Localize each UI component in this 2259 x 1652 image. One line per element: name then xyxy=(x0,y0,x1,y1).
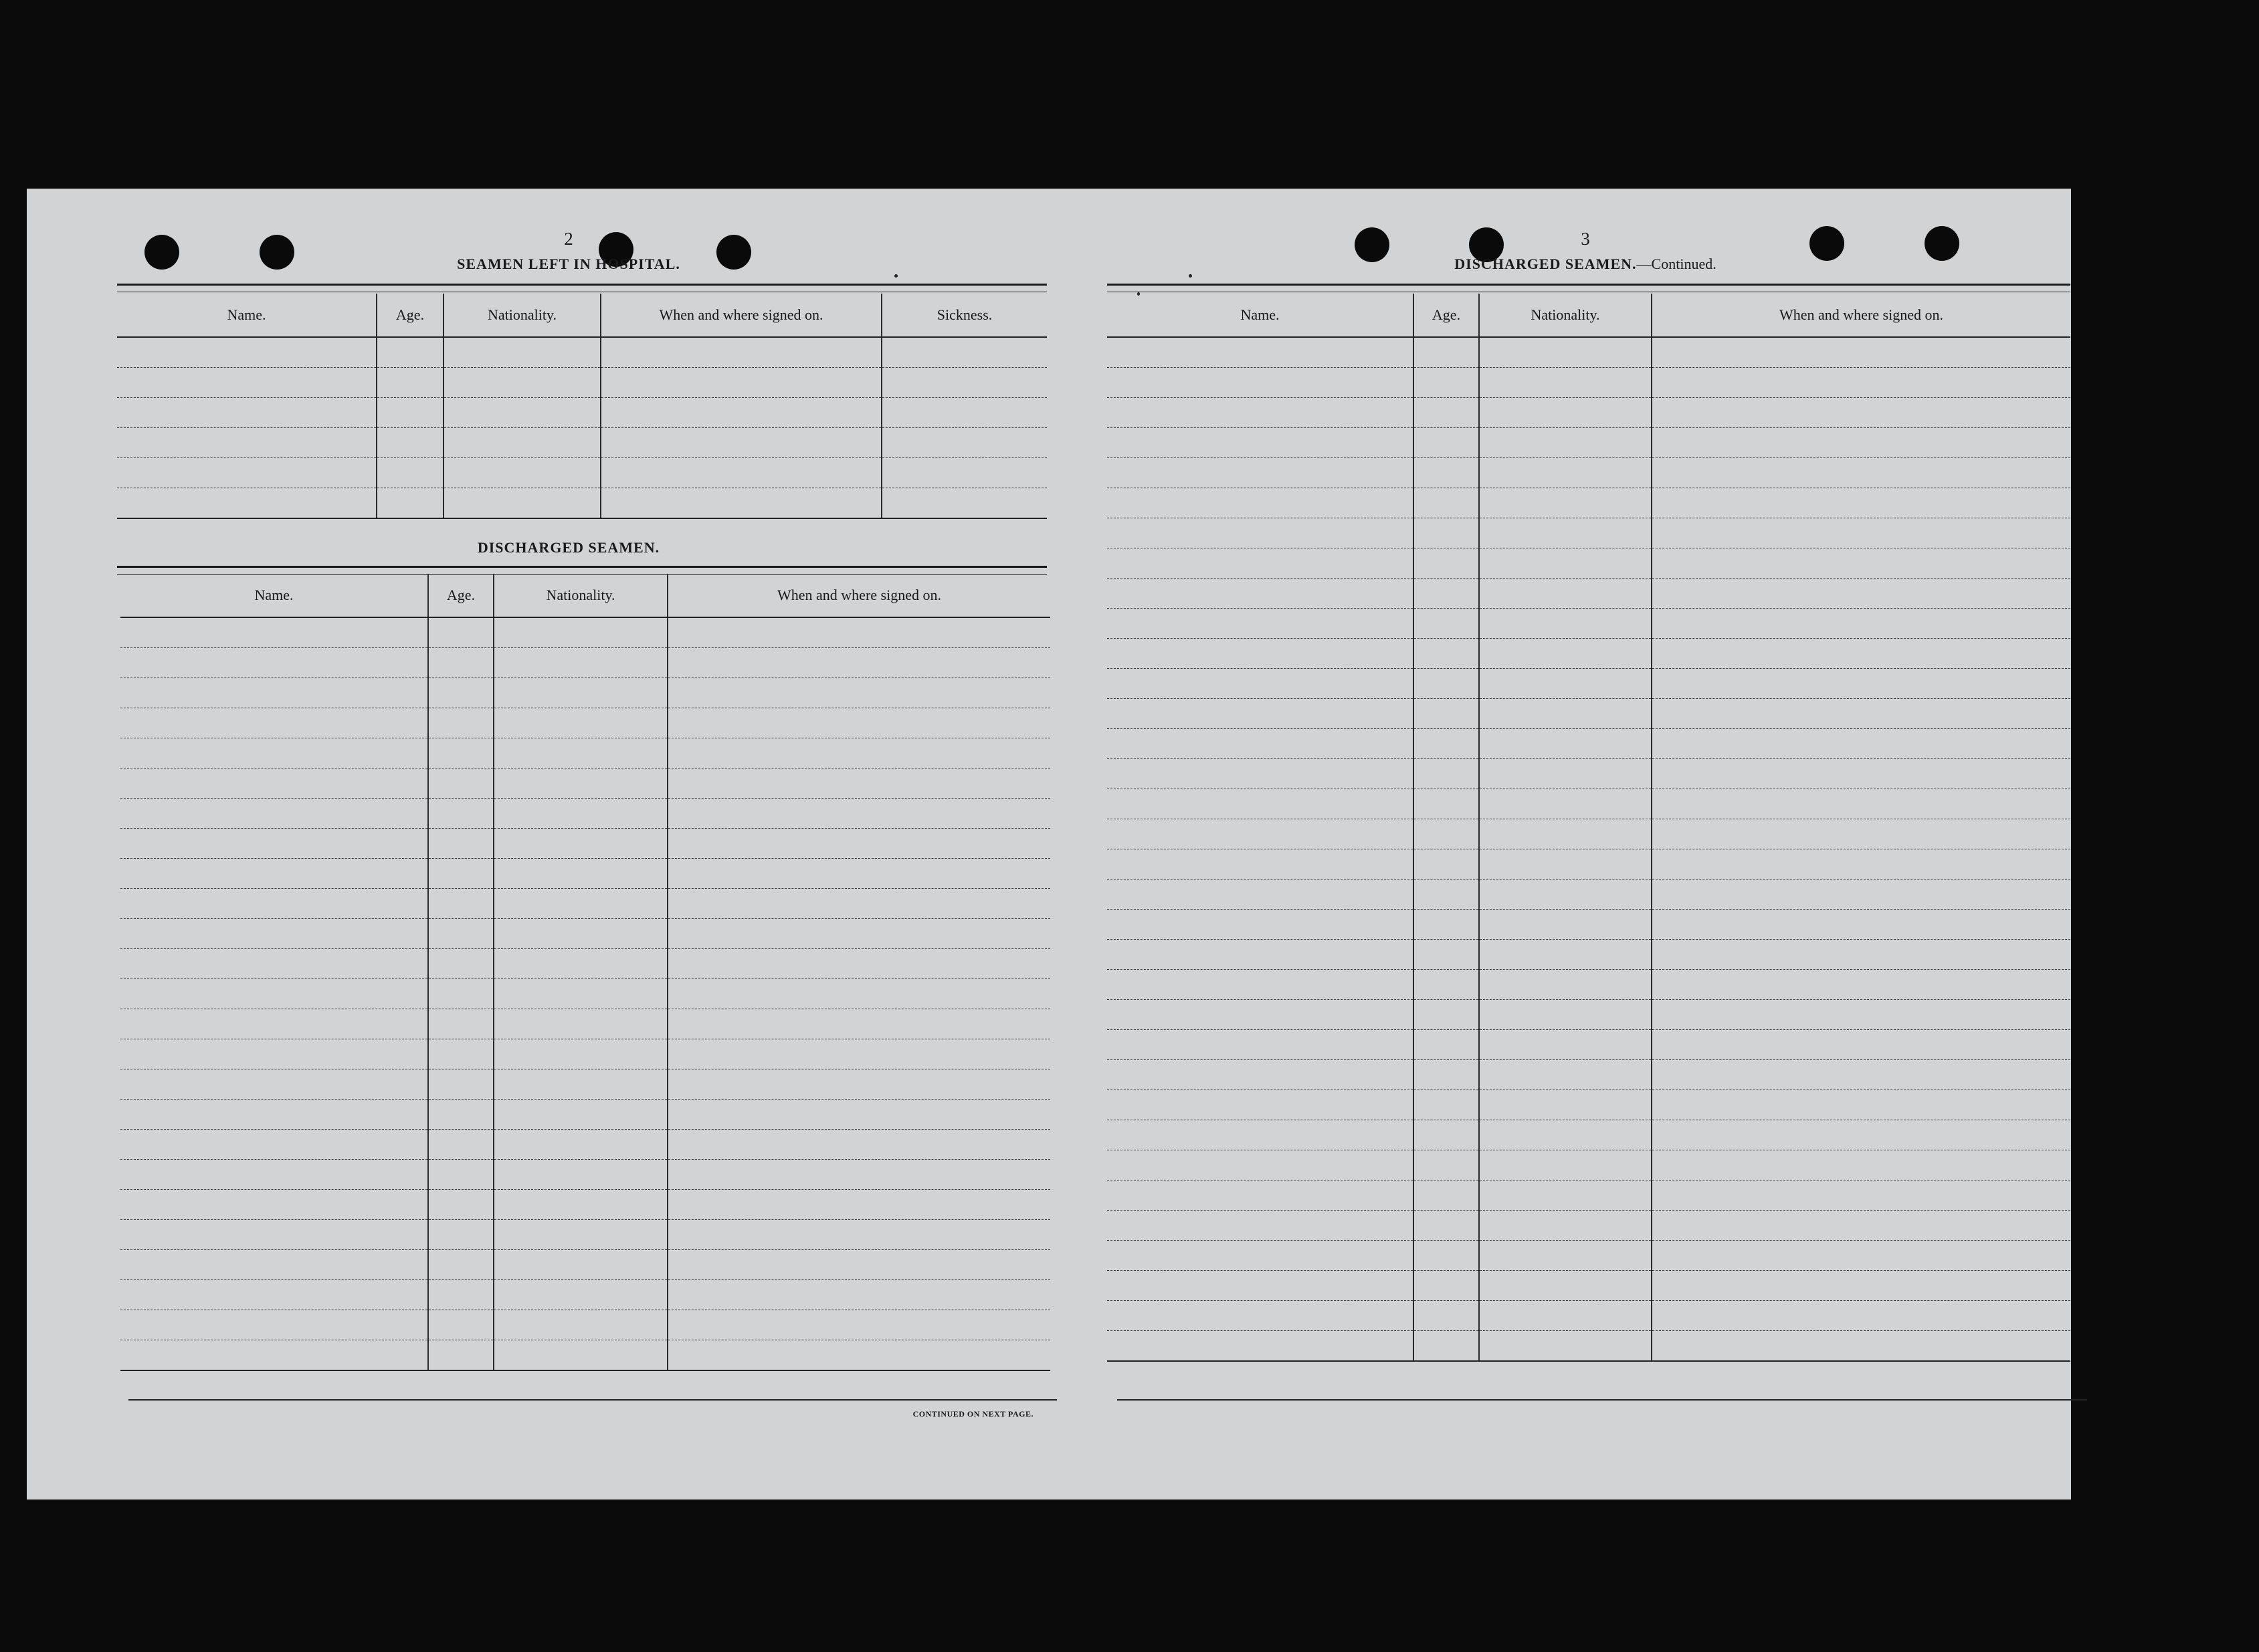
bottom-rule xyxy=(128,1399,1057,1401)
table-row xyxy=(117,398,1047,428)
column-header-nationality: Nationality. xyxy=(1479,294,1652,337)
table-row xyxy=(1107,1241,2070,1271)
table-row xyxy=(1107,548,2070,579)
table-row xyxy=(120,889,1050,919)
discharged-continued-title xyxy=(1084,255,2087,273)
column-header-sickness: Sickness. xyxy=(882,294,1047,337)
table-row xyxy=(1107,1301,2070,1331)
table-row xyxy=(1107,699,2070,729)
table-row xyxy=(1107,940,2070,970)
column-header-age: Age. xyxy=(428,574,494,617)
table-row xyxy=(120,708,1050,738)
table-row xyxy=(120,1190,1050,1220)
table-row xyxy=(120,648,1050,678)
column-header-signed-on: When and where signed on. xyxy=(601,294,882,337)
table-row xyxy=(1107,579,2070,609)
table-header-row xyxy=(1107,294,2070,337)
hospital-table xyxy=(117,294,1047,519)
table-header-row xyxy=(120,574,1050,617)
table-row xyxy=(120,617,1050,648)
table-row xyxy=(120,1160,1050,1190)
column-header-nationality: Nationality. xyxy=(444,294,601,337)
table-row xyxy=(1107,1211,2070,1241)
table-row xyxy=(120,979,1050,1009)
table-row xyxy=(120,1250,1050,1280)
table-row xyxy=(120,1130,1050,1160)
table-row xyxy=(120,1009,1050,1039)
table-row xyxy=(120,1280,1050,1310)
table-row xyxy=(1107,368,2070,398)
table-row xyxy=(1107,428,2070,458)
table-row xyxy=(1107,970,2070,1000)
table-row xyxy=(1107,1030,2070,1060)
table-row xyxy=(117,458,1047,488)
table-row xyxy=(120,1039,1050,1069)
table-row xyxy=(1107,910,2070,940)
column-header-signed-on: When and where signed on. xyxy=(668,574,1050,617)
table-row xyxy=(1107,729,2070,759)
table-header-row xyxy=(117,294,1047,337)
ledger-sheet xyxy=(27,189,2071,1500)
continued-note: CONTINUED ON NEXT PAGE. xyxy=(912,1409,1034,1419)
table-row xyxy=(1107,458,2070,488)
table-row xyxy=(1107,518,2070,548)
table-row xyxy=(120,1069,1050,1100)
section-title-text: DISCHARGED SEAMEN. xyxy=(1454,255,1637,272)
table-row xyxy=(117,428,1047,458)
table-row xyxy=(120,1310,1050,1340)
table-row xyxy=(1107,488,2070,518)
table-row xyxy=(1107,1180,2070,1211)
discharged-section-title: DISCHARGED SEAMEN. xyxy=(477,539,660,556)
table-row xyxy=(117,488,1047,519)
table-row xyxy=(1107,1060,2070,1090)
table-row xyxy=(120,1100,1050,1130)
column-header-signed-on: When and where signed on. xyxy=(1652,294,2070,337)
paper-speck xyxy=(894,274,898,278)
table-row xyxy=(117,368,1047,398)
table-row xyxy=(1107,789,2070,819)
table-row xyxy=(1107,880,2070,910)
table-row xyxy=(120,768,1050,799)
table-row xyxy=(1107,1000,2070,1030)
column-header-name: Name. xyxy=(120,574,428,617)
header-rule xyxy=(117,284,1047,292)
table-row xyxy=(120,859,1050,889)
table-row xyxy=(120,738,1050,768)
paper-speck xyxy=(1189,274,1192,278)
column-header-name: Name. xyxy=(1107,294,1413,337)
table-row xyxy=(1107,759,2070,789)
table-row xyxy=(1107,819,2070,849)
table-row xyxy=(1107,669,2070,699)
header-rule xyxy=(1107,284,2070,292)
table-row xyxy=(1107,1271,2070,1301)
discharged-table xyxy=(120,574,1050,1371)
right-page xyxy=(1084,189,2087,1500)
discharged-continued-table xyxy=(1107,294,2070,1362)
table-row xyxy=(1107,1120,2070,1150)
table-row xyxy=(120,1340,1050,1371)
table-row xyxy=(117,337,1047,368)
column-header-age: Age. xyxy=(1413,294,1479,337)
table-row xyxy=(1107,609,2070,639)
bottom-rule xyxy=(1117,1399,2087,1401)
table-row xyxy=(1107,1331,2070,1362)
table-row xyxy=(1107,1150,2070,1180)
table-row xyxy=(120,799,1050,829)
table-row xyxy=(1107,1090,2070,1120)
left-page xyxy=(67,189,1070,1500)
table-row xyxy=(1107,849,2070,880)
table-row xyxy=(120,829,1050,859)
table-row xyxy=(1107,398,2070,428)
table-row xyxy=(1107,337,2070,368)
table-row xyxy=(120,678,1050,708)
column-header-name: Name. xyxy=(117,294,377,337)
section-title-continued: —Continued. xyxy=(1636,255,1716,272)
table-row xyxy=(120,919,1050,949)
page-number: 2 xyxy=(564,229,573,249)
hospital-section-title: SEAMEN LEFT IN HOSPITAL. xyxy=(457,255,680,272)
page-number-text: 3 xyxy=(1581,229,1590,249)
paper-speck xyxy=(1137,292,1140,296)
table-row xyxy=(1107,639,2070,669)
column-header-nationality: Nationality. xyxy=(494,574,668,617)
table-row xyxy=(120,949,1050,979)
column-header-age: Age. xyxy=(377,294,444,337)
table-row xyxy=(120,1220,1050,1250)
page-number xyxy=(1084,229,2087,249)
